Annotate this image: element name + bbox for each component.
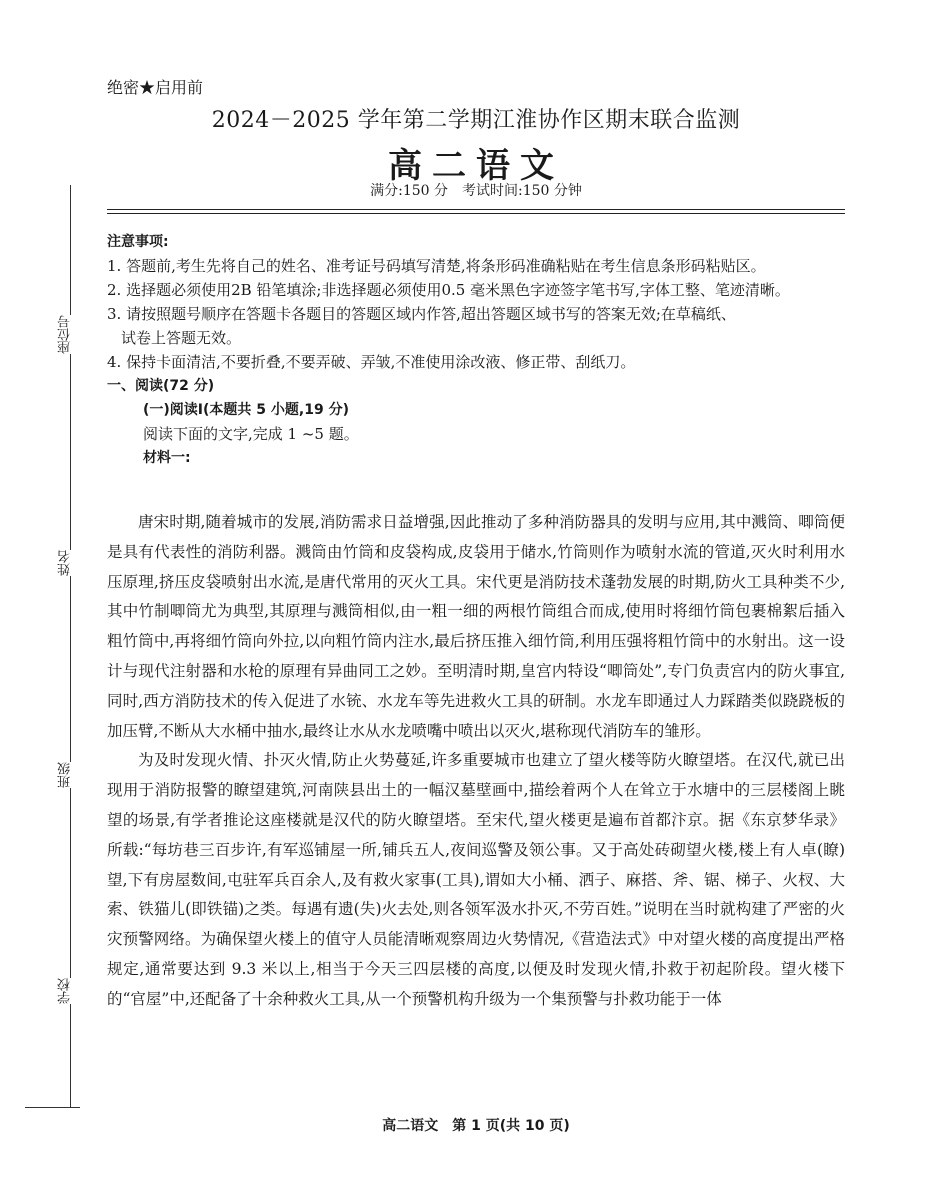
seat-number-label: 座位号 bbox=[58, 315, 82, 354]
score-time-info: 满分:150 分 考试时间:150 分钟 bbox=[370, 183, 582, 199]
exam-title: 2024－2025 学年第二学期江淮协作区期末联合监测 bbox=[211, 108, 741, 133]
class-label: 班级 bbox=[58, 762, 82, 788]
notice-item-3: 3. 请按照题号顺序在答题卡各题目的答题区域内作答,超出答题区域书写的答案无效;在草稿纸、 bbox=[107, 305, 736, 323]
material-label: 材料一: bbox=[143, 450, 191, 466]
part-title: (一)阅读Ⅰ(本题共 5 小题,19 分) bbox=[143, 402, 349, 418]
notice-item-1: 1. 答题前,考生先将自己的姓名、准考证号码填写清楚,将条形码准确粘贴在考生信息条形码粘贴区。 bbox=[107, 257, 766, 275]
school-label: 学校 bbox=[58, 978, 82, 1004]
name-label: 姓名 bbox=[58, 550, 82, 576]
margin-bottom-rule bbox=[25, 1107, 80, 1108]
notice-item-3-cont: 试卷上答题无效。 bbox=[121, 329, 242, 347]
notice-item-2: 2. 选择题必须使用2B 铅笔填涂;非选择题必须使用0.5 毫米黑色字迹签字笔书写,字体工整、笔迹清晰。 bbox=[107, 281, 790, 299]
passage-paragraph-2: 为及时发现火情、扑灭火情,防止火势蔓延,许多重要城市也建立了望火楼等防火瞭望塔。在汉代,就已出现用于消防报警的瞭望建筑,河南陕县出土的一幅汉墓壁画中,描绘着两个人在耸立于水塘中的三层楼阁上眺望的场景,有学者推论这座楼就是汉代的防火瞭望塔。至宋代,望火楼更是遍布首都汴京。据《东京梦华录》所载:“每坊巷三百步许,有军巡铺屋一所,铺兵五人,夜间巡警及领公事。又于高处砖砌望火楼,楼上有人卓(瞭)望,下有房屋数间,屯驻军兵百余人,及有救火家事(工具),谓如大小桶、洒子、麻搭、斧、锯、梯子、火杈、大索、铁猫儿(即铁锚)之类。每遇有遗(失)火去处,则各领军汲水扑灭,不劳百姓。”说明在当时就构建了严密的火灾预警网络。为确保望火楼上的值守人员能清晰观察周边火势情况,《营造法式》中对望火楼的高度提出严格规定,通常要达到 9.3 米以上,相当于今天三四层楼的高度,以便及时发现火情,扑救于初起阶段。望火楼下的“官屋”中,还配备了十余种救火工具,从一个预警机构升级为一个集预警与扑救功能于一体 bbox=[107, 751, 845, 1008]
notice-item-4: 4. 保持卡面清洁,不要折叠,不要弄破、弄皱,不准使用涂改液、修正带、刮纸刀。 bbox=[107, 353, 636, 371]
binding-margin bbox=[0, 0, 100, 1177]
section-title: 一、阅读(72 分) bbox=[107, 378, 215, 394]
notice-section bbox=[107, 230, 847, 470]
header-double-rule bbox=[107, 209, 845, 214]
page-footer: 高二语文 第 1 页(共 10 页) bbox=[382, 1118, 570, 1134]
reading-passage bbox=[107, 508, 845, 1015]
subject-title: 高二语文 bbox=[388, 146, 564, 186]
confidential-mark: 绝密★启用前 bbox=[107, 78, 204, 97]
instruction: 阅读下面的文字,完成 1 ~5 题。 bbox=[143, 425, 359, 443]
notice-heading: 注意事项: bbox=[107, 234, 169, 250]
passage-paragraph-1: 唐宋时期,随着城市的发展,消防需求日益增强,因此推动了多种消防器具的发明与应用,其中溅筒、唧筒便是具有代表性的消防利器。溅筒由竹筒和皮袋构成,皮袋用于储水,竹筒则作为喷射水流的管道,灭火时利用水压原理,挤压皮袋喷射出水流,是唐代常用的灭火工具。宋代更是消防技术蓬勃发展的时期,防火工具种类不少,其中竹制唧筒尤为典型,其原理与溅筒相似,由一粗一细的两根竹筒组合而成,使用时将细竹筒包裹棉絮后插入粗竹筒中,再将细竹筒向外拉,以向粗竹筒内注水,最后挤压推入细竹筒,利用压强将粗竹筒中的水射出。这一设计与现代注射器和水枪的原理有异曲同工之妙。至明清时期,皇宫内特设“唧筒处”,专门负责宫内的防火事宜,同时,西方消防技术的传入促进了水铳、水龙车等先进救火工具的研制。水龙车即通过人力踩踏类似跷跷板的加压臂,不断从大水桶中抽水,最终让水从水龙喷嘴中喷出以灭火,堪称现代消防车的雏形。 bbox=[107, 513, 845, 740]
